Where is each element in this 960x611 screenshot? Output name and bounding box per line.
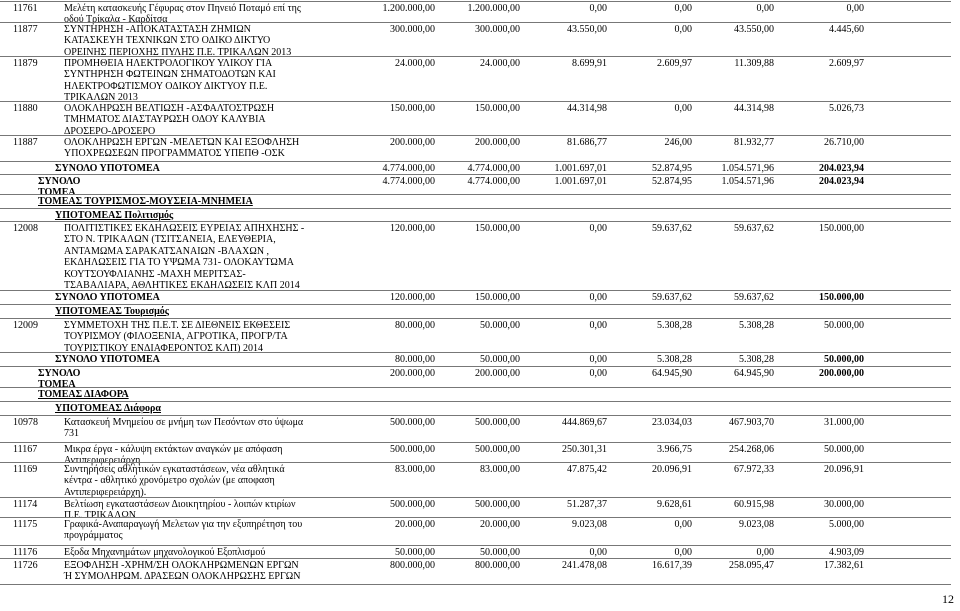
row-value-col5: 60.915,98 bbox=[734, 499, 774, 510]
row-value-col5: 44.314,98 bbox=[734, 103, 774, 114]
row-separator bbox=[0, 56, 951, 57]
row-value-col2: 50.000,00 bbox=[480, 547, 520, 558]
row-value-col2: 1.200.000,00 bbox=[467, 3, 520, 14]
row-value-col4: 0,00 bbox=[674, 519, 692, 530]
row-value-col3: 0,00 bbox=[589, 354, 607, 365]
row-value-col4: 5.308,28 bbox=[657, 320, 692, 331]
row-separator bbox=[0, 497, 951, 498]
row-value-col4: 2.609,97 bbox=[657, 58, 692, 69]
row-separator bbox=[0, 221, 951, 222]
row-description-line: ΔΡΟΣΕΡΟ-ΔΡΟΣΕΡΟ bbox=[64, 125, 156, 137]
row-value-col6: 26.710,00 bbox=[824, 137, 864, 148]
row-value-col2: 200.000,00 bbox=[475, 368, 520, 379]
row-separator bbox=[0, 135, 951, 136]
row-code: 11176 bbox=[13, 547, 38, 558]
row-value-col1: 500.000,00 bbox=[390, 417, 435, 428]
row-value-col1: 800.000,00 bbox=[390, 560, 435, 571]
row-value-col1: 50.000,00 bbox=[395, 547, 435, 558]
row-description-line: ΣΥΝΟΛΟ ΥΠΟΤΟΜΕΑ bbox=[55, 292, 160, 303]
row-code: 10978 bbox=[13, 417, 38, 428]
row-value-col1: 1.200.000,00 bbox=[382, 3, 435, 14]
row-value-col5: 81.932,77 bbox=[734, 137, 774, 148]
row-description-line: ΠΟΛΙΤΙΣΤΙΚΕΣ ΕΚΔΗΛΩΣΕΙΣ ΕΥΡΕΙΑΣ ΑΠΗΧΗΣΗΣ - bbox=[64, 223, 305, 234]
row-value-col6: 204.023,94 bbox=[819, 176, 864, 187]
row-description-line: ΣΥΝΟΛΟ bbox=[38, 176, 81, 187]
page-number: 12 bbox=[942, 592, 954, 606]
row-description-line: Βελτίωση εγκαταστάσεων Διοικητηρίου - λοιπών κτιρίων bbox=[64, 499, 296, 510]
row-description-line: κέντρα - αθλητικό χρονόμετρο σχολών (με αποφαση bbox=[64, 475, 275, 487]
row-description-line: ΚΟΥΤΣΟΥΦΛΙΑΝΗΣ -ΜΑΧΗ ΜΕΡΙΤΣΑΣ- bbox=[64, 268, 246, 280]
row-value-col5: 11.309,88 bbox=[734, 58, 774, 69]
row-code: 11175 bbox=[13, 519, 38, 530]
row-code: 12008 bbox=[13, 223, 38, 234]
row-description-line: ΟΡΕΙΝΗΣ ΠΕΡΙΟΧΗΣ ΠΥΛΗΣ Π.Ε. ΤΡΙΚΑΛΩΝ 2013 bbox=[64, 46, 292, 58]
row-value-col6: 4.903,09 bbox=[829, 547, 864, 558]
row-code: 11167 bbox=[13, 444, 38, 455]
row-value-col3: 47.875,42 bbox=[567, 464, 607, 475]
row-value-col2: 500.000,00 bbox=[475, 499, 520, 510]
row-description-line: Ή ΣΥΜΟΛΗΡΩΜ. ΔΡΑΣΕΩΝ ΟΛΟΚΛΗΡΩΣΗΣ ΕΡΓΩΝ bbox=[64, 571, 301, 583]
row-description-line: ΤΟΥΡΙΣΜΟΥ (ΦΙΛΟΞΕΝΙΑ, ΑΓΡΟΤΙΚΑ, ΠΡΟΓΡ/ΤΑ bbox=[64, 331, 288, 343]
row-value-col2: 150.000,00 bbox=[475, 223, 520, 234]
row-value-col4: 59.637,62 bbox=[652, 292, 692, 303]
row-value-col1: 300.000,00 bbox=[390, 24, 435, 35]
row-value-col2: 500.000,00 bbox=[475, 444, 520, 455]
row-separator bbox=[0, 318, 951, 319]
row-value-col2: 50.000,00 bbox=[480, 320, 520, 331]
row-value-col5: 254.268,06 bbox=[729, 444, 774, 455]
row-separator bbox=[0, 290, 951, 291]
row-value-col1: 4.774.000,00 bbox=[382, 163, 435, 174]
row-description-line: ΤΡΙΚΑΛΩΝ 2013 bbox=[64, 92, 138, 104]
row-separator bbox=[0, 161, 951, 162]
row-description-line: ΣΥΝΟΛΟ bbox=[38, 368, 81, 379]
row-description-line: προγράμματος bbox=[64, 530, 123, 542]
row-value-col3: 250.301,31 bbox=[562, 444, 607, 455]
row-description-line: ΚΑΤΑΣΚΕΥΗ ΤΕΧΝΙΚΩΝ ΣΤΟ ΟΔΙΚΟ ΔΙΚΤΥΟ bbox=[64, 35, 271, 47]
row-description-line: Εξοδα Μηχανημάτων μηχανολογικού Εξοπλισμού bbox=[64, 547, 266, 558]
row-description-line: ΑΝΤΑΜΩΜΑ ΣΑΡΑΚΑΤΣΑΝΑΙΩΝ -ΒΛΑΧΩΝ , bbox=[64, 245, 270, 257]
row-separator bbox=[0, 22, 951, 23]
row-value-col1: 500.000,00 bbox=[390, 499, 435, 510]
row-value-col3: 8.699,91 bbox=[572, 58, 607, 69]
row-description-line: ΤΟΜΕΑΣ ΔΙΑΦΟΡΑ bbox=[38, 389, 129, 400]
row-value-col3: 0,00 bbox=[589, 320, 607, 331]
row-value-col4: 0,00 bbox=[674, 547, 692, 558]
row-value-col5: 258.095,47 bbox=[729, 560, 774, 571]
row-value-col4: 52.874,95 bbox=[652, 176, 692, 187]
row-code: 11761 bbox=[13, 3, 38, 14]
row-separator bbox=[0, 401, 951, 402]
row-description-line: ΤΟΜΕΑ bbox=[38, 379, 76, 391]
row-value-col5: 5.308,28 bbox=[739, 320, 774, 331]
row-value-col4: 64.945,90 bbox=[652, 368, 692, 379]
row-code: 11877 bbox=[13, 24, 38, 35]
row-value-col6: 2.609,97 bbox=[829, 58, 864, 69]
row-value-col2: 150.000,00 bbox=[475, 103, 520, 114]
row-description-line: ΕΞΟΦΛΗΣΗ -ΧΡΗΜ/ΣΗ ΟΛΟΚΛΗΡΩΜΕΝΩΝ ΕΡΓΩΝ bbox=[64, 560, 299, 571]
row-description-line: Π.Ε. ΤΡΙΚΑΛΩΝ bbox=[64, 510, 136, 522]
row-description-line: Αντιπεριφερειάρχη). bbox=[64, 486, 147, 498]
row-value-col6: 204.023,94 bbox=[819, 163, 864, 174]
row-value-col6: 5.026,73 bbox=[829, 103, 864, 114]
row-value-col3: 9.023,08 bbox=[572, 519, 607, 530]
row-value-col1: 80.000,00 bbox=[395, 354, 435, 365]
row-separator bbox=[0, 366, 951, 367]
row-value-col2: 83.000,00 bbox=[480, 464, 520, 475]
row-code: 11169 bbox=[13, 464, 38, 475]
row-value-col3: 0,00 bbox=[589, 3, 607, 14]
row-description-line: Αντιπεριφερειάρχη bbox=[64, 455, 141, 467]
row-value-col4: 246,00 bbox=[664, 137, 692, 148]
row-value-col6: 50.000,00 bbox=[824, 354, 864, 365]
row-description-line: Μελέτη κατασκευής Γέφυρας στον Πηνειό Ποταμό επί της bbox=[64, 3, 301, 14]
row-code: 11887 bbox=[13, 137, 38, 148]
row-value-col2: 200.000,00 bbox=[475, 137, 520, 148]
row-value-col5: 67.972,33 bbox=[734, 464, 774, 475]
row-value-col2: 4.774.000,00 bbox=[467, 163, 520, 174]
row-description-line: ΥΠΟΤΟΜΕΑΣ Πολιτισμός bbox=[55, 210, 174, 221]
row-description-line: Μικρα έργα - κάλυψη εκτάκτων αναγκών με απόφαση bbox=[64, 444, 283, 455]
row-description-line: ΣΥΝΟΛΟ ΥΠΟΤΟΜΕΑ bbox=[55, 354, 160, 365]
row-value-col4: 3.966,75 bbox=[657, 444, 692, 455]
row-value-col2: 50.000,00 bbox=[480, 354, 520, 365]
row-value-col3: 43.550,00 bbox=[567, 24, 607, 35]
row-value-col4: 9.628,61 bbox=[657, 499, 692, 510]
row-value-col1: 24.000,00 bbox=[395, 58, 435, 69]
row-value-col2: 150.000,00 bbox=[475, 292, 520, 303]
row-value-col6: 5.000,00 bbox=[829, 519, 864, 530]
row-description-line: ΤΟΜΕΑΣ ΤΟΥΡΙΣΜΟΣ-ΜΟΥΣΕΙΑ-ΜΝΗΜΕΙΑ bbox=[38, 196, 253, 207]
row-value-col1: 200.000,00 bbox=[390, 137, 435, 148]
row-value-col2: 24.000,00 bbox=[480, 58, 520, 69]
row-description-line: ΥΠΟΧΡΕΩΣΕΩΝ ΠΡΟΓΡΑΜΜΑΤΟΣ ΥΠΕΠΘ -ΟΣΚ bbox=[64, 148, 285, 160]
row-value-col4: 5.308,28 bbox=[657, 354, 692, 365]
row-value-col1: 20.000,00 bbox=[395, 519, 435, 530]
row-description-line: Κατασκευή Μνημείου σε μνήμη των Πεσόντων στο ύψωμα bbox=[64, 417, 304, 428]
row-value-col4: 0,00 bbox=[674, 3, 692, 14]
row-description-line: ΣΥΜΜΕΤΟΧΗ ΤΗΣ Π.Ε.Τ. ΣΕ ΔΙΕΘΝΕΙΣ ΕΚΘΕΣΕΙΣ bbox=[64, 320, 291, 331]
row-description-line: Γραφικά-Αναπαραγωγή Μελετων για την εξυπηρέτηση του bbox=[64, 519, 303, 530]
row-separator bbox=[0, 352, 951, 353]
row-value-col3: 51.287,37 bbox=[567, 499, 607, 510]
row-value-col1: 4.774.000,00 bbox=[382, 176, 435, 187]
row-value-col1: 150.000,00 bbox=[390, 103, 435, 114]
row-description-line: ΣΤΟ Ν. ΤΡΙΚΑΛΩΝ (ΤΣΙΤΣΑΝΕΙΑ, ΕΛΕΥΘΕΡΙΑ, bbox=[64, 234, 276, 246]
row-description-line: ΤΟΜΕΑ bbox=[38, 187, 76, 199]
row-separator bbox=[0, 415, 951, 416]
row-separator bbox=[0, 208, 951, 209]
row-description-line: ΤΣΑΒΑΛΙΑΡΑ, ΑΘΛΗΤΙΚΕΣ ΕΚΔΗΛΩΣΕΙΣ ΚΛΠ 2014 bbox=[64, 280, 300, 291]
row-code: 12009 bbox=[13, 320, 38, 331]
row-value-col6: 50.000,00 bbox=[824, 444, 864, 455]
row-value-col6: 30.000,00 bbox=[824, 499, 864, 510]
row-separator bbox=[0, 442, 951, 443]
row-separator bbox=[0, 558, 951, 559]
row-value-col5: 59.637,62 bbox=[734, 223, 774, 234]
row-value-col4: 23.034,03 bbox=[652, 417, 692, 428]
row-code: 11880 bbox=[13, 103, 38, 114]
row-value-col3: 0,00 bbox=[589, 292, 607, 303]
row-value-col5: 0,00 bbox=[756, 547, 774, 558]
row-description-line: ΣΥΝΟΛΟ ΥΠΟΤΟΜΕΑ bbox=[55, 163, 160, 174]
row-value-col6: 0,00 bbox=[846, 3, 864, 14]
row-value-col4: 0,00 bbox=[674, 103, 692, 114]
row-value-col5: 467.903,70 bbox=[729, 417, 774, 428]
row-value-col1: 120.000,00 bbox=[390, 223, 435, 234]
row-description-line: Συντηρήσεις αθλητικών εγκαταστάσεων, νέα αθλητικά bbox=[64, 464, 285, 475]
row-description-line: ΣΥΝΤΗΡΗΣΗ -ΑΠΟΚΑΤΑΣΤΑΣΗ ΖΗΜΙΩΝ bbox=[64, 24, 251, 35]
row-description-line: ΥΠΟΤΟΜΕΑΣ Τουρισμός bbox=[55, 306, 169, 317]
row-value-col1: 83.000,00 bbox=[395, 464, 435, 475]
row-description-line: ΠΡΟΜΗΘΕΙΑ ΗΛΕΚΤΡΟΛΟΓΙΚΟΥ ΥΛΙΚΟΥ ΓΙΑ bbox=[64, 58, 273, 69]
row-description-line: ΥΠΟΤΟΜΕΑΣ Διάφορα bbox=[55, 403, 161, 414]
row-separator bbox=[0, 387, 951, 388]
row-value-col5: 0,00 bbox=[756, 3, 774, 14]
row-description-line: οδού Τρίκαλα - Καρδίτσα bbox=[64, 14, 168, 26]
row-value-col5: 59.637,62 bbox=[734, 292, 774, 303]
row-value-col6: 31.000,00 bbox=[824, 417, 864, 428]
row-description-line: 731 bbox=[64, 428, 79, 440]
row-value-col6: 50.000,00 bbox=[824, 320, 864, 331]
row-value-col2: 800.000,00 bbox=[475, 560, 520, 571]
row-code: 11726 bbox=[13, 560, 38, 571]
row-value-col3: 444.869,67 bbox=[562, 417, 607, 428]
row-value-col6: 150.000,00 bbox=[819, 223, 864, 234]
row-description-line: ΤΜΗΜΑΤΟΣ ΔΙΑΣΤΑΥΡΩΣΗ ΟΔΟΥ ΚΑΛΥΒΙΑ bbox=[64, 114, 266, 126]
row-value-col3: 0,00 bbox=[589, 547, 607, 558]
row-value-col4: 59.637,62 bbox=[652, 223, 692, 234]
row-value-col5: 1.054.571,96 bbox=[721, 176, 774, 187]
row-separator bbox=[0, 304, 951, 305]
row-code: 11879 bbox=[13, 58, 38, 69]
row-value-col2: 20.000,00 bbox=[480, 519, 520, 530]
row-description-line: ΟΛΟΚΛΗΡΩΣΗ ΕΡΓΩΝ -ΜΕΛΕΤΩΝ ΚΑΙ ΕΞΟΦΛΗΣΗ bbox=[64, 137, 300, 148]
row-value-col2: 4.774.000,00 bbox=[467, 176, 520, 187]
row-separator bbox=[0, 194, 951, 195]
row-description-line: ΕΚΔΗΛΩΣΕΙΣ ΓΙΑ ΤΟ ΥΨΩΜΑ 731- ΟΛΟΚΑΥΤΩΜΑ bbox=[64, 257, 294, 269]
row-value-col2: 300.000,00 bbox=[475, 24, 520, 35]
row-separator bbox=[0, 101, 951, 102]
row-description-line: ΗΛΕΚΤΡΟΦΩΤΙΣΜΟΥ ΟΔΙΚΟΥ ΔΙΚΤΥΟΥ Π.Ε. bbox=[64, 80, 268, 92]
row-value-col5: 9.023,08 bbox=[739, 519, 774, 530]
row-value-col1: 80.000,00 bbox=[395, 320, 435, 331]
row-separator bbox=[0, 545, 951, 546]
row-value-col3: 1.001.697,01 bbox=[554, 176, 607, 187]
row-description-line: ΣΥΝΤΗΡΗΣΗ ΦΩΤΕΙΝΩΝ ΣΗΜΑΤΟΔΟΤΩΝ ΚΑΙ bbox=[64, 69, 276, 81]
row-value-col5: 5.308,28 bbox=[739, 354, 774, 365]
row-value-col5: 64.945,90 bbox=[734, 368, 774, 379]
row-value-col1: 120.000,00 bbox=[390, 292, 435, 303]
row-value-col5: 43.550,00 bbox=[734, 24, 774, 35]
row-value-col6: 4.445,60 bbox=[829, 24, 864, 35]
row-description-line: ΤΟΥΡΙΣΤΙΚΟΥ ΕΝΔΙΑΦΕΡΟΝΤΟΣ ΚΛΠ) 2014 bbox=[64, 342, 263, 354]
row-description-line: ΟΛΟΚΛΗΡΩΣΗ ΒΕΛΤΙΩΣΗ -ΑΣΦΑΛΤΟΣΤΡΩΣΗ bbox=[64, 103, 275, 114]
row-value-col4: 20.096,91 bbox=[652, 464, 692, 475]
row-separator bbox=[0, 1, 951, 2]
row-separator bbox=[0, 517, 951, 518]
row-value-col5: 1.054.571,96 bbox=[721, 163, 774, 174]
row-separator bbox=[0, 584, 951, 585]
row-value-col3: 0,00 bbox=[589, 223, 607, 234]
row-value-col3: 241.478,08 bbox=[562, 560, 607, 571]
row-value-col4: 0,00 bbox=[674, 24, 692, 35]
row-value-col1: 500.000,00 bbox=[390, 444, 435, 455]
row-value-col6: 17.382,61 bbox=[824, 560, 864, 571]
row-value-col6: 200.000,00 bbox=[819, 368, 864, 379]
row-value-col2: 500.000,00 bbox=[475, 417, 520, 428]
row-value-col3: 81.686,77 bbox=[567, 137, 607, 148]
row-value-col4: 52.874,95 bbox=[652, 163, 692, 174]
row-code: 11174 bbox=[13, 499, 38, 510]
row-value-col3: 1.001.697,01 bbox=[554, 163, 607, 174]
row-value-col6: 150.000,00 bbox=[819, 292, 864, 303]
row-value-col1: 200.000,00 bbox=[390, 368, 435, 379]
row-value-col4: 16.617,39 bbox=[652, 560, 692, 571]
row-value-col3: 44.314,98 bbox=[567, 103, 607, 114]
row-separator bbox=[0, 462, 951, 463]
row-value-col3: 0,00 bbox=[589, 368, 607, 379]
row-separator bbox=[0, 174, 951, 175]
row-value-col6: 20.096,91 bbox=[824, 464, 864, 475]
